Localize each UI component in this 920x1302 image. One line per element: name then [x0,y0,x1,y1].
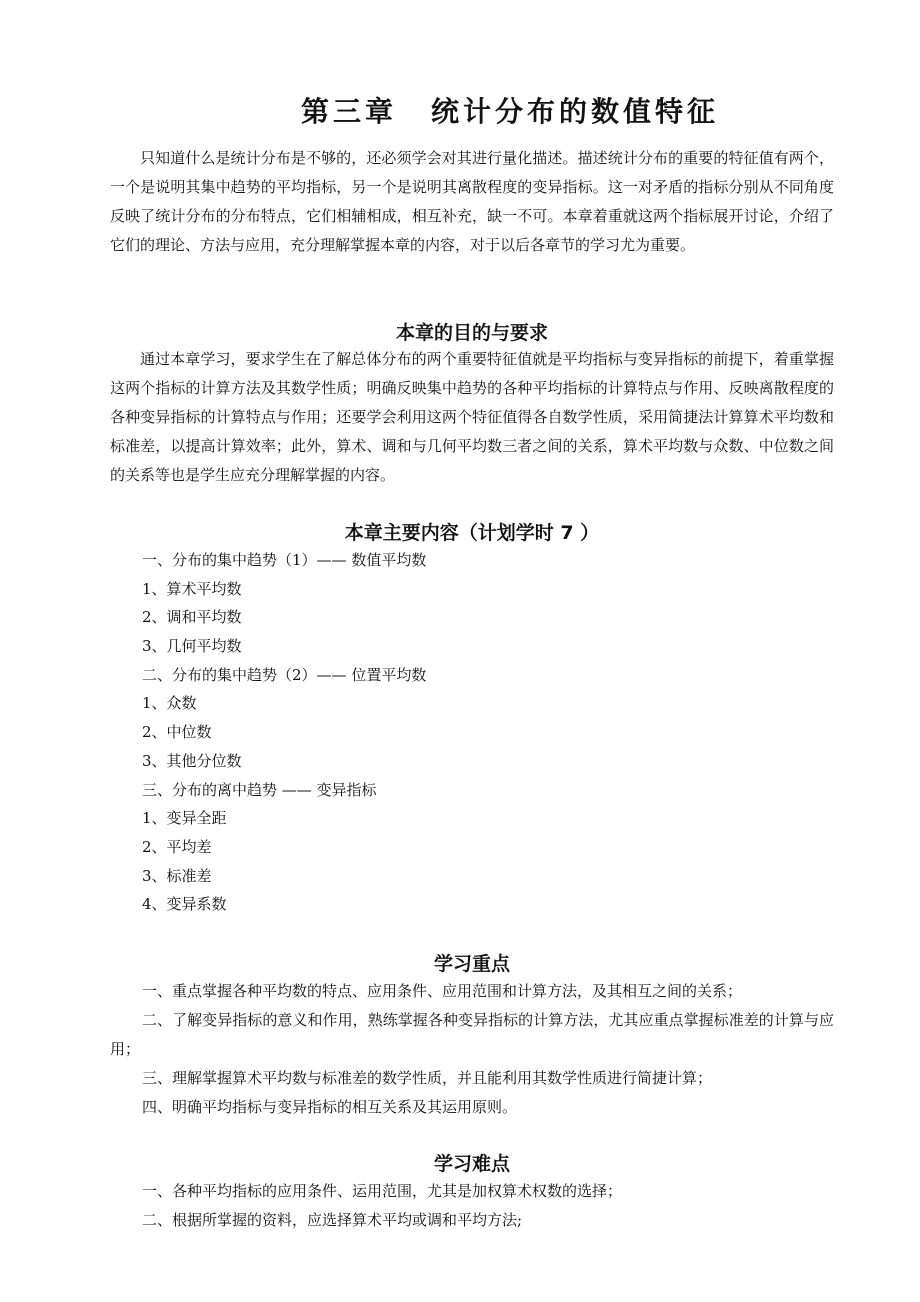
list-item: 1、变异全距 [142,809,227,828]
list-item: 1、众数 [142,694,197,713]
list-item: 三、分布的离中趋势 —— 变异指标 [142,780,377,799]
list-item: 一、分布的集中趋势（1）—— 数值平均数 [142,551,427,569]
list-item: 三、理解掌握算术平均数与标准差的数学性质，并且能利用其数学性质进行简捷计算； [142,1069,713,1087]
list-item: 一、各种平均指标的应用条件、运用范围，尤其是加权算术权数的选择； [142,1182,623,1200]
list-item: 2、平均差 [142,837,212,856]
list-item: 1、算术平均数 [142,579,242,598]
difficulties-list [110,1177,834,1235]
list-item: 3、标准差 [142,866,212,885]
objectives-heading: 本章的目的与要求 [395,322,548,344]
list-item: 一、重点掌握各种平均数的特点、应用条件、应用范围和计算方法，及其相互之间的关系； [142,982,743,1000]
intro-paragraph: 只知道什么是统计分布是不够的，还必须学会对其进行量化描述。描述统计分布的重要的特征值有两个，一个是说明其集中趋势的平均指标，另一个是说明其离散程度的变异指标。这一对矛盾的指标分别从不同角度反映了统计分布的分布特点，它们相辅相成，相互补充，缺一不可。本章着重就这两个指标展开讨论，介绍了它们的理论、方法与应用，充分理解掌握本章的内容，对于以后各章节的学习尤为重要。 [110,149,834,254]
key-points-list [110,977,834,1122]
contents-heading: 本章主要内容（计划学时 7 ） [344,522,600,544]
list-item: 3、几何平均数 [142,637,242,656]
list-item: 二、根据所掌握的资料，应选择算术平均或调和平均方法; [142,1211,523,1229]
objectives-paragraph: 通过本章学习，要求学生在了解总体分布的两个重要特征值就是平均指标与变异指标的前提下，着重掌握这两个指标的计算方法及其数学性质；明确反映集中趋势的各种平均指标的计算特点与作用、反映离散程度的各种变异指标的计算特点与作用；还要学会利用这两个特征值得各自数学性质，采用简捷法计算算术平均数和标准差，以提高计算效率；此外，算术、调和与几何平均数三者之间的关系，算术平均数与众数、中位数之间的关系等也是学生应充分理解掌握的内容。 [110,350,834,484]
chapter-name: 统计分布的数值特征 [431,95,720,128]
list-item: 二、分布的集中趋势（2）—— 位置平均数 [142,665,427,684]
list-item: 4、变异系数 [142,895,227,914]
chapter-number: 第三章 [300,95,397,128]
list-item: 2、调和平均数 [142,608,242,627]
list-item: 3、其他分位数 [142,751,242,770]
contents-list [142,546,832,919]
difficulties-heading: 学习难点 [433,1153,510,1175]
list-item: 四、明确平均指标与变异指标的相互关系及其运用原则。 [142,1098,518,1116]
list-item: 2、中位数 [142,723,212,742]
key-points-heading: 学习重点 [433,953,510,975]
chapter-title [0,90,920,130]
list-item: 二、了解变异指标的意义和作用，熟练掌握各种变异指标的计算方法，尤其应重点掌握标准差的计算与应用； [110,1011,834,1058]
